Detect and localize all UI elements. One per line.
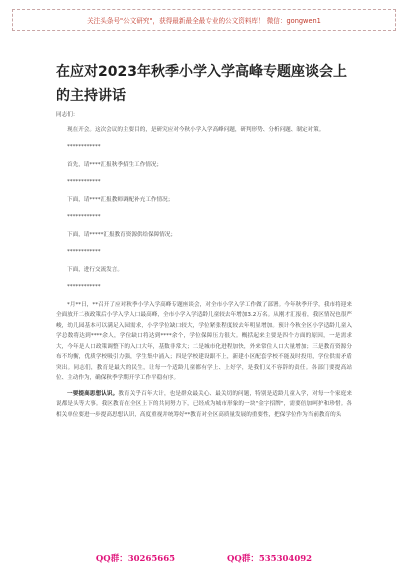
promo-text: 关注头条号"公文研究"，获得最新最全最专业的公文资料库！ 微信：gongwen1	[87, 17, 321, 25]
intro-paragraph: 现在开会。这次会议的主要目的，是研究应对今秋小学入学高峰问题，研判形势、分析问题、制定对策。	[67, 126, 325, 133]
separator-1: ************	[67, 144, 101, 150]
agenda-step-4: 下面，进行交流发言。	[67, 266, 123, 273]
qq-group-2: QQ群：535304092	[227, 554, 313, 564]
agenda-step-3: 下面，请*****汇报教育资源供给保障情况；	[67, 231, 177, 238]
salutation: 同志们：	[56, 112, 79, 118]
document-body	[56, 110, 352, 425]
agenda-step-1: 首先，请****汇报秋季招生工作情况；	[67, 161, 163, 168]
document-title: 在应对2023年秋季小学入学高峰专题座谈会上的主持讲话	[56, 64, 347, 104]
separator-5: ************	[67, 284, 101, 290]
separator-2: ************	[67, 179, 101, 185]
paragraph-2-text: 教育关乎百年大计，也是群众最关心、最关切的问题，特别是适龄儿童入学，对每一个家庭来说都是头等大事。我区教育在全区上下的共同努力下，已经成为城市形象的一块"金字招牌"，需要倍加呵护和珍惜。各相关单位要进一步提高思想认识，高度重视并统筹好**教育对全区高质量发展的重要性，把保学位作为当前教育的头	[56, 390, 352, 418]
promo-banner	[12, 9, 396, 31]
body-paragraph-2	[56, 389, 352, 421]
separator-3: ************	[67, 214, 101, 220]
agenda-step-2: 下面，请****汇报教师调配补充工作情况；	[67, 196, 174, 203]
body-paragraph-1: *月**日，**召开了应对秋季小学入学高峰专题座谈会，对全市小学入学工作做了部署。今年秋季开学，我市将迎来全面放开二孩政策后小学入学人口最高峰，全市小学入学适龄儿童较去年增加3.2万名。从刚才汇报看，我区情况也很严峻，幼儿园基本可以满足入园需求，小学学位缺口较大，学位紧张程度较去年明显增加。预计今秋全区小学适龄儿童入学总数将达到****余人，学位缺口将达到****余个，学位保障压力很大。概括起来主要是四个方面的原因，一是需求大，今年是人口政策调整下的入口大年，基数非常大；二是城市化进程加快，外来常住人口大量增加；三是教育资源分布不均衡，优质学校吸引力强，学生集中涌入；四是学校建设跟不上，新建小区配套学校不能及时投用，学位供需矛盾突出。同志们，教育是最大的民生，让每一个适龄儿童都有学上、上好学，是我们义不容辞的责任。各部门要提高站位、主动作为，确保秋季学期开学工作平稳有序。	[56, 301, 352, 381]
footer	[0, 552, 408, 570]
qq-group-1: QQ群：30265665	[95, 554, 176, 564]
paragraph-2-lead: 一要提高思想认识。	[67, 390, 119, 397]
separator-4: ************	[67, 249, 101, 255]
